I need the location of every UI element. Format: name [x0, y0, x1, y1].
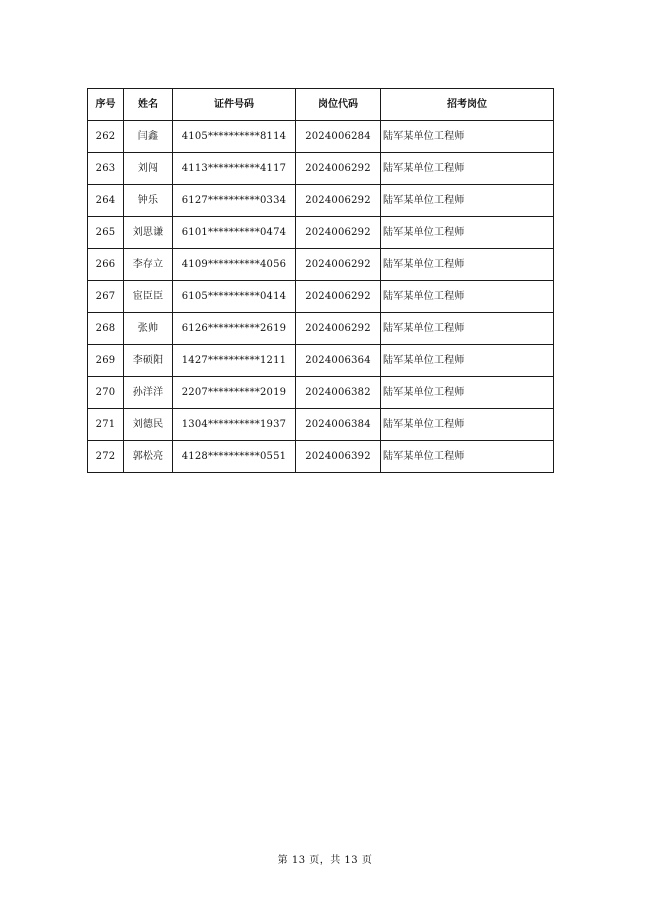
cell-post-code: 2024006364 — [296, 345, 381, 377]
cell-post-code: 2024006292 — [296, 249, 381, 281]
cell-name: 闫鑫 — [124, 121, 173, 153]
table-row — [88, 185, 554, 217]
cell-name: 刘德民 — [124, 409, 173, 441]
cell-post: 陆军某单位工程师 — [381, 409, 554, 441]
cell-id-number: 1304**********1937 — [173, 409, 296, 441]
cell-serial: 267 — [88, 281, 124, 313]
header-name: 姓名 — [124, 89, 173, 121]
cell-post: 陆军某单位工程师 — [381, 121, 554, 153]
cell-id-number: 4109**********4056 — [173, 249, 296, 281]
cell-post: 陆军某单位工程师 — [381, 377, 554, 409]
header-post-code: 岗位代码 — [296, 89, 381, 121]
cell-serial: 271 — [88, 409, 124, 441]
table-header-row — [88, 89, 554, 121]
cell-id-number: 4128**********0551 — [173, 441, 296, 473]
table-row — [88, 377, 554, 409]
cell-post-code: 2024006292 — [296, 153, 381, 185]
cell-post: 陆军某单位工程师 — [381, 441, 554, 473]
cell-serial: 264 — [88, 185, 124, 217]
cell-id-number: 4105**********8114 — [173, 121, 296, 153]
cell-post-code: 2024006392 — [296, 441, 381, 473]
cell-post-code: 2024006292 — [296, 217, 381, 249]
cell-name: 张帅 — [124, 313, 173, 345]
cell-serial: 268 — [88, 313, 124, 345]
cell-serial: 269 — [88, 345, 124, 377]
cell-name: 宦臣臣 — [124, 281, 173, 313]
cell-id-number: 6101**********0474 — [173, 217, 296, 249]
cell-name: 钟乐 — [124, 185, 173, 217]
cell-id-number: 6126**********2619 — [173, 313, 296, 345]
cell-post-code: 2024006284 — [296, 121, 381, 153]
header-id-number: 证件号码 — [173, 89, 296, 121]
header-serial: 序号 — [88, 89, 124, 121]
cell-post-code: 2024006382 — [296, 377, 381, 409]
table-row — [88, 121, 554, 153]
cell-post: 陆军某单位工程师 — [381, 217, 554, 249]
cell-name: 刘闯 — [124, 153, 173, 185]
table-row — [88, 217, 554, 249]
cell-post: 陆军某单位工程师 — [381, 313, 554, 345]
cell-name: 孙洋洋 — [124, 377, 173, 409]
table-row — [88, 249, 554, 281]
cell-post-code: 2024006292 — [296, 185, 381, 217]
table-row — [88, 345, 554, 377]
cell-post-code: 2024006292 — [296, 313, 381, 345]
header-post: 招考岗位 — [381, 89, 554, 121]
table-row — [88, 409, 554, 441]
cell-serial: 262 — [88, 121, 124, 153]
cell-post: 陆军某单位工程师 — [381, 249, 554, 281]
cell-serial: 272 — [88, 441, 124, 473]
table-row — [88, 153, 554, 185]
cell-id-number: 4113**********4117 — [173, 153, 296, 185]
cell-post: 陆军某单位工程师 — [381, 153, 554, 185]
table-row — [88, 441, 554, 473]
cell-name: 李存立 — [124, 249, 173, 281]
cell-post: 陆军某单位工程师 — [381, 185, 554, 217]
cell-id-number: 6127**********0334 — [173, 185, 296, 217]
cell-post: 陆军某单位工程师 — [381, 345, 554, 377]
cell-serial: 265 — [88, 217, 124, 249]
cell-id-number: 6105**********0414 — [173, 281, 296, 313]
cell-serial: 263 — [88, 153, 124, 185]
cell-name: 郭松亮 — [124, 441, 173, 473]
table-row — [88, 281, 554, 313]
cell-post-code: 2024006384 — [296, 409, 381, 441]
table-row — [88, 313, 554, 345]
page-footer: 第 13 页，共 13 页 — [277, 855, 373, 866]
candidate-table — [87, 88, 554, 473]
cell-serial: 266 — [88, 249, 124, 281]
cell-serial: 270 — [88, 377, 124, 409]
cell-name: 刘思谦 — [124, 217, 173, 249]
cell-name: 李硕阳 — [124, 345, 173, 377]
cell-post-code: 2024006292 — [296, 281, 381, 313]
cell-post: 陆军某单位工程师 — [381, 281, 554, 313]
cell-id-number: 2207**********2019 — [173, 377, 296, 409]
cell-id-number: 1427**********1211 — [173, 345, 296, 377]
